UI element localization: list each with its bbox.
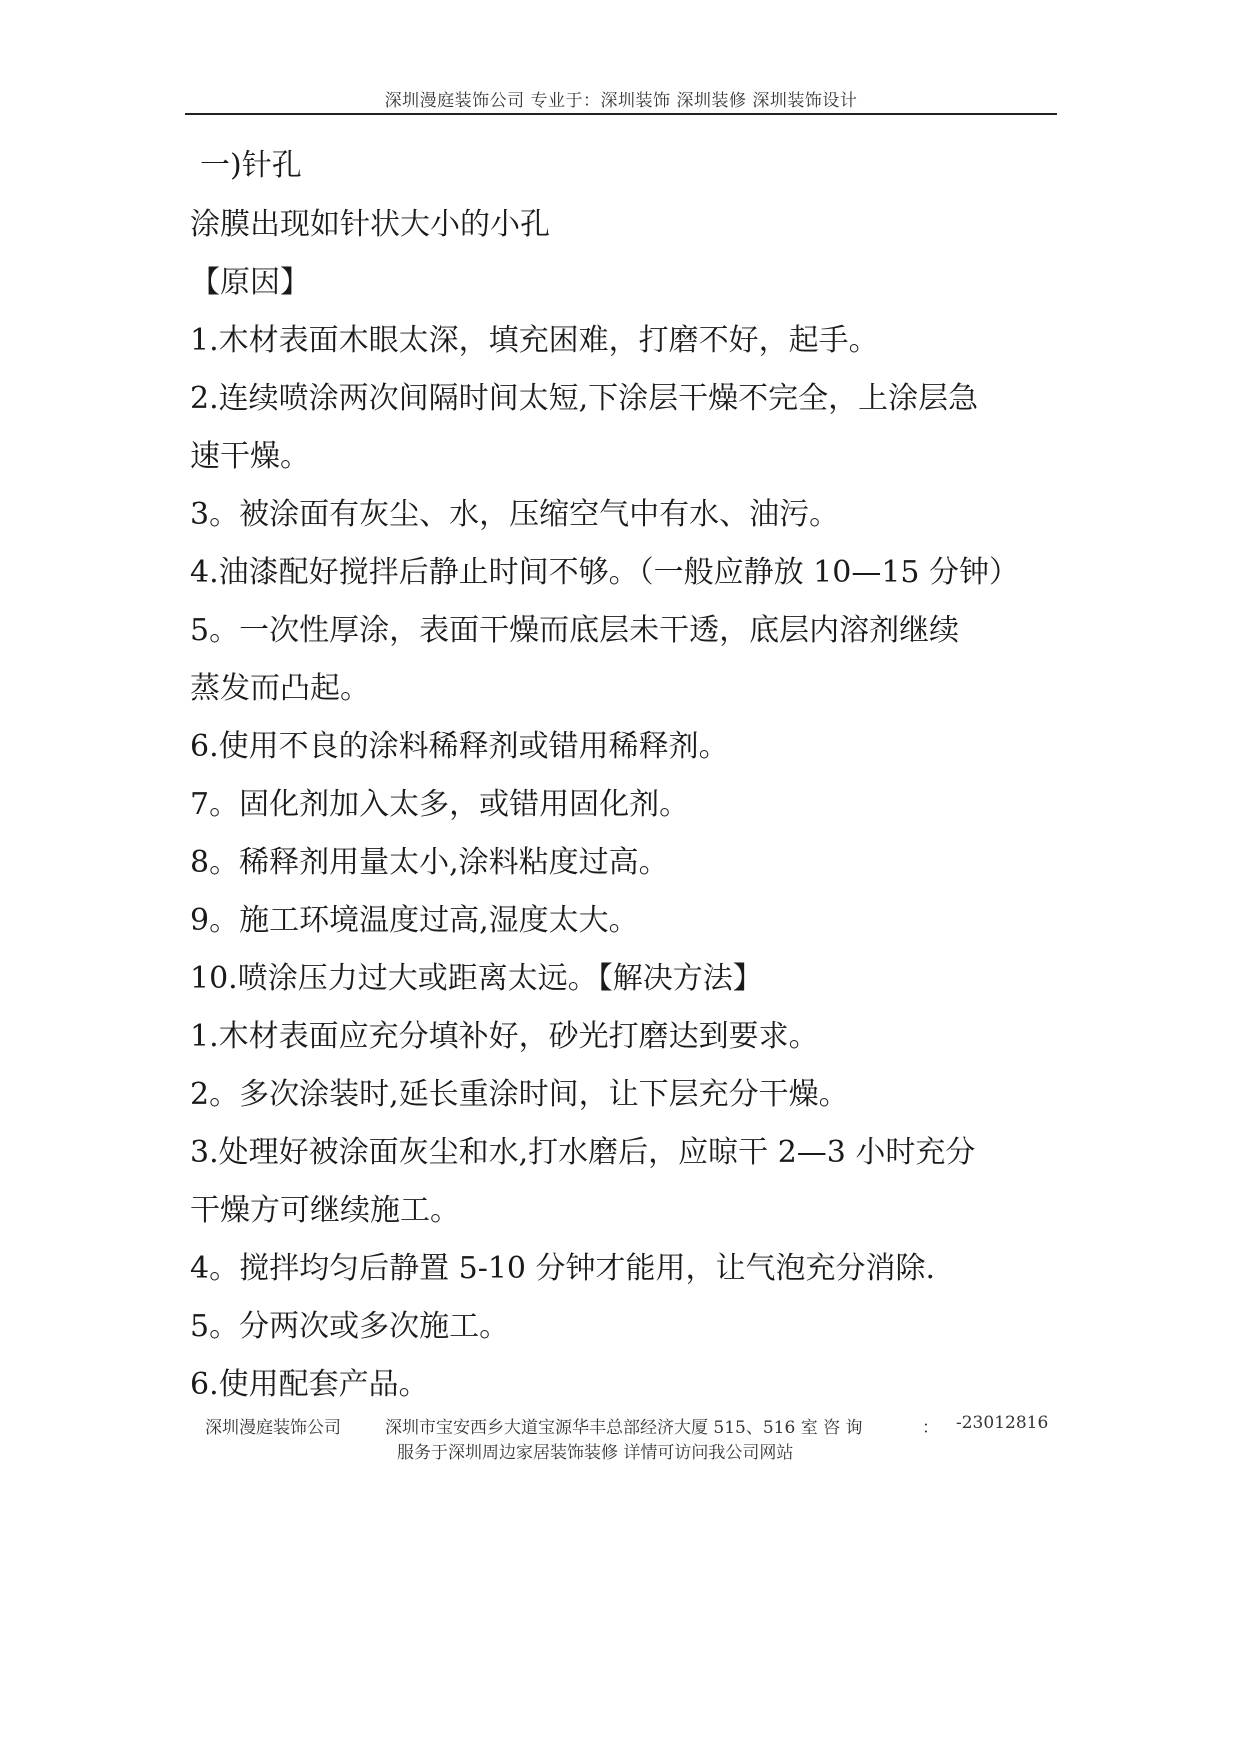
solution-item-2: 2。多次涂装时,延长重涂时间，让下层充分干燥。 [190,1077,849,1112]
cause-item-2-cont: 速干燥。 [190,439,310,474]
footer-colon: ： [922,1418,939,1438]
page-header: 深圳漫庭装饰公司 专业于：深圳装饰 深圳装修 深圳装饰设计 [384,91,858,111]
cause-item-2: 2.连续喷涂两次间隔时间太短,下涂层干燥不完全，上涂层急 [190,381,979,416]
footer-phone: -23012816 [956,1413,1049,1433]
cause-item-6: 6.使用不良的涂料稀释剂或错用稀释剂。 [190,729,729,764]
cause-item-5: 5。一次性厚涂，表面干燥而底层未干透，底层内溶剂继续 [190,613,960,648]
footer-service: 服务于深圳周边家居装饰装修 详情可访问我公司网站 [397,1443,794,1463]
cause-item-1: 1.木材表面木眼太深，填充困难，打磨不好，起手。 [190,323,879,358]
footer-address: 深圳市宝安西乡大道宝源华丰总部经济大厦 515、516 室 咨 询 [385,1418,863,1438]
cause-item-5-cont: 蒸发而凸起。 [190,671,370,706]
cause-item-7: 7。固化剂加入太多，或错用固化剂。 [190,787,690,822]
section-heading: 一)针孔 [200,148,302,183]
solution-item-5: 5。分两次或多次施工。 [190,1309,510,1344]
cause-item-8: 8。稀释剂用量太小,涂料粘度过高。 [190,845,669,880]
section-description: 涂膜出现如针状大小的小孔 [190,207,550,242]
causes-heading: 【原因】 [190,265,310,300]
header-rule [185,113,1057,115]
cause-item-4: 4.油漆配好搅拌后静止时间不够。（一般应静放 10—15 分钟） [190,555,1020,590]
solution-item-6: 6.使用配套产品。 [190,1367,429,1402]
cause-item-3: 3。被涂面有灰尘、水，压缩空气中有水、油污。 [190,497,840,532]
solution-item-4: 4。搅拌均匀后静置 5-10 分钟才能用，让气泡充分消除. [190,1251,936,1286]
footer-company: 深圳漫庭装饰公司 [205,1418,341,1438]
solution-item-1: 1.木材表面应充分填补好，砂光打磨达到要求。 [190,1019,819,1054]
cause-item-10: 10.喷涂压力过大或距离太远。【解决方法】 [190,961,763,996]
solution-item-3: 3.处理好被涂面灰尘和水,打水磨后，应晾干 2—3 小时充分 [190,1135,976,1170]
solution-item-3-cont: 干燥方可继续施工。 [190,1193,460,1228]
cause-item-9: 9。施工环境温度过高,湿度太大。 [190,903,639,938]
